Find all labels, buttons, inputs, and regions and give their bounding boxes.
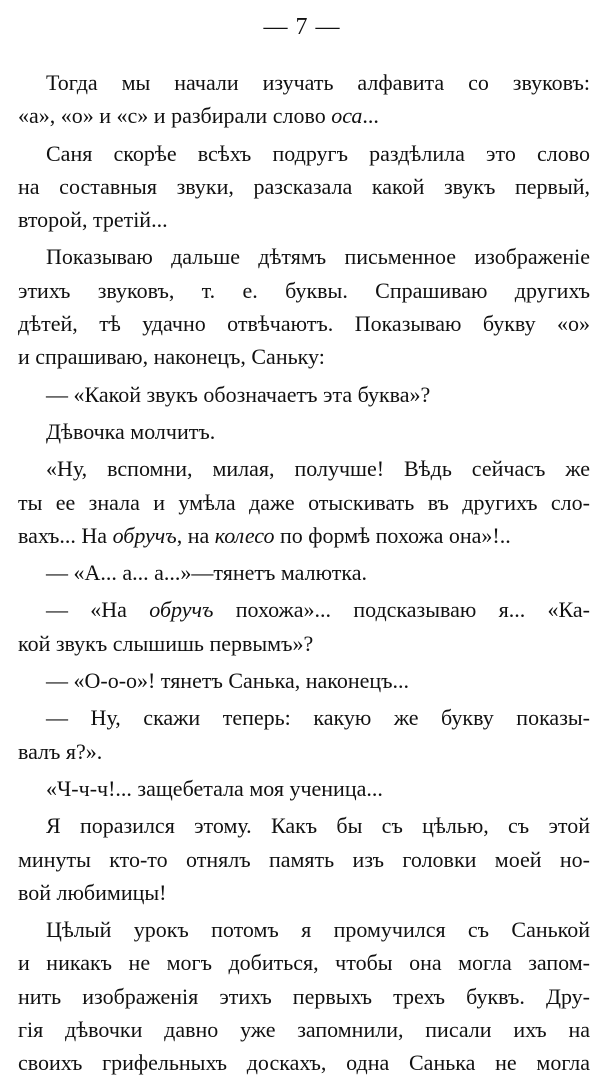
text-segment: гія дѣвочки давно уже запомнили, писали ихъ на: [18, 1017, 590, 1043]
text-line: [18, 519, 590, 552]
text-segment: второй, третій...: [18, 207, 168, 233]
text-segment: вахъ... На: [18, 522, 113, 548]
text-line: [18, 946, 590, 979]
italic-word: оса: [331, 103, 363, 129]
text-segment: своихъ грифельныхъ доскахъ, одна Санька не могла: [18, 1050, 590, 1076]
text-line: [18, 274, 590, 307]
text-segment: кой звукъ слышишь первымъ»?: [18, 630, 314, 656]
text-line: [18, 627, 590, 660]
text-segment: , на: [176, 522, 215, 548]
text-segment: Тогда мы начали изучать алфавита со звуковъ:: [46, 70, 590, 95]
text-segment: — Ну, скажи теперь: какую же букву показы-: [46, 705, 590, 731]
text-segment: Я поразился этому. Какъ бы съ цѣлью, съ этой: [46, 813, 590, 839]
text-line: [18, 486, 590, 519]
text-line: [18, 876, 590, 909]
text-segment: нить изображенія этихъ первыхъ трехъ буквъ. Дру-: [18, 983, 590, 1009]
text-line: [18, 203, 590, 236]
text-line: [18, 378, 590, 411]
text-segment: Цѣлый урокъ потомъ я промучился съ Санькой: [46, 917, 590, 943]
text-segment: Показываю дальше дѣтямъ письменное изображеніе: [46, 244, 590, 270]
text-segment: и спрашиваю, наконецъ, Саньку:: [18, 344, 325, 370]
text-line: [18, 593, 590, 626]
text-line: [18, 664, 590, 697]
italic-word: обручъ: [149, 597, 214, 623]
text-line: [18, 66, 590, 99]
text-line: [18, 913, 590, 946]
text-line: [18, 809, 590, 842]
text-line: [18, 452, 590, 485]
text-line: [18, 556, 590, 589]
text-segment: — «На: [46, 597, 150, 623]
text-segment: — «О-о-о»! тянетъ Санька, наконецъ...: [46, 668, 409, 694]
page-number: — 7 —: [263, 14, 341, 40]
text-line: [18, 307, 590, 340]
text-line: [18, 1013, 590, 1046]
text-line: [18, 99, 590, 132]
text-segment: ты ее знала и умѣла даже отыскивать въ другихъ сло-: [18, 489, 590, 515]
text-segment: дѣтей, тѣ удачно отвѣчаютъ. Показываю букву «о»: [18, 311, 590, 337]
text-line: [18, 772, 590, 805]
text-line: [18, 843, 590, 876]
text-line: [18, 980, 590, 1013]
text-segment: «Ну, вспомни, милая, получше! Вѣдь сейчасъ же: [46, 456, 590, 482]
text-segment: Саня скорѣе всѣхъ подругъ раздѣлила это слово: [46, 140, 590, 166]
text-line: [18, 137, 590, 170]
text-line: [18, 170, 590, 203]
text-segment: похожа»... подсказываю я... «Ка-: [213, 597, 590, 623]
text-line: [18, 735, 590, 768]
text-segment: по формѣ похожа она»!..: [274, 522, 511, 548]
text-segment: этихъ звуковъ, т. е. буквы. Спрашиваю другихъ: [18, 277, 590, 303]
italic-word: обручъ: [112, 522, 177, 548]
text-segment: «Ч-ч-ч!... защебетала моя ученица...: [46, 775, 383, 801]
text-segment: валъ я?».: [18, 738, 103, 764]
text-line: [18, 415, 590, 448]
text-segment: на составныя звуки, разсказала какой звукъ первый,: [18, 173, 590, 199]
body-text: [18, 66, 590, 1080]
text-segment: минуты кто-то отнялъ память изъ головки моей но-: [18, 846, 590, 872]
text-segment: — «А... а... а...»—тянетъ малютка.: [46, 560, 367, 586]
text-segment: вой любимицы!: [18, 879, 167, 905]
text-line: [18, 701, 590, 734]
text-line: [18, 340, 590, 373]
text-segment: ...: [362, 103, 379, 129]
text-line: [18, 1046, 590, 1079]
text-segment: — «Какой звукъ обозначаетъ эта буква»?: [46, 381, 431, 407]
text-segment: Дѣвочка молчитъ.: [46, 418, 216, 444]
text-segment: и никакъ не могъ добиться, чтобы она могла запом-: [18, 950, 590, 976]
italic-word: колесо: [214, 522, 275, 548]
text-segment: «а», «о» и «с» и разбирали слово: [18, 103, 332, 129]
text-line: [18, 240, 590, 273]
